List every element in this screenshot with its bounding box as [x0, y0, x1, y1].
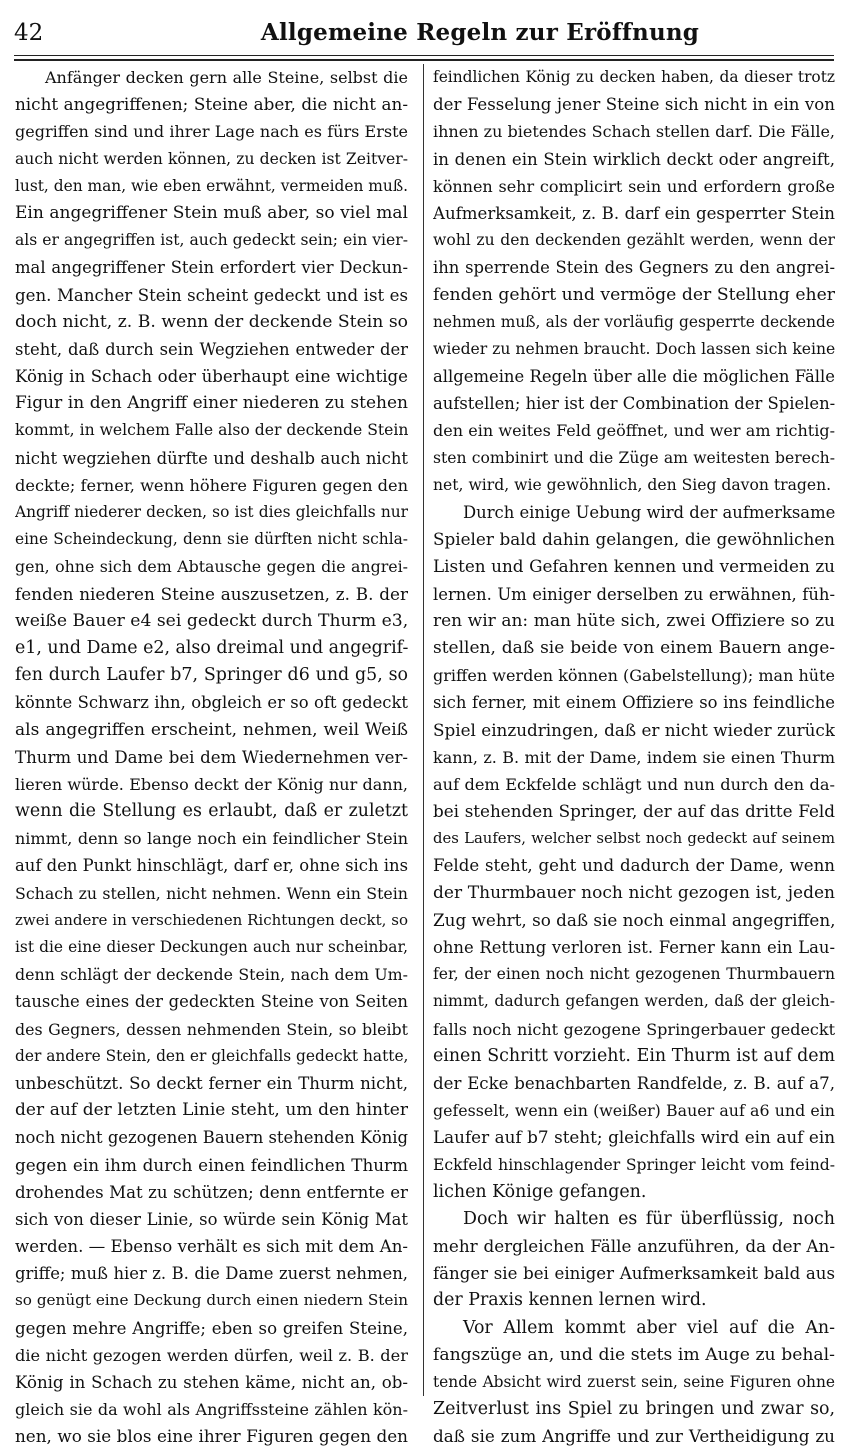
text-line: den ein weites Feld geöffnet, und wer am richtig- [433, 421, 835, 441]
text-line: gefesselt, wenn ein (weißer) Bauer auf a6 und ein [433, 1101, 835, 1121]
text-line: kommt, in welchem Falle also der deckende Stein [15, 421, 408, 440]
text-line: zwei andere in verschiedenen Richtungen deckt, so [15, 910, 408, 929]
text-line: Felde steht, geht und dadurch der Dame, wenn [433, 856, 835, 876]
text-line: Angriff niederer decken, so ist dies gleichfalls nur [15, 503, 408, 521]
column-divider [423, 64, 424, 1396]
text-line: die nicht gezogen werden dürfen, weil z. B. der [15, 1345, 408, 1365]
text-line: e1, und Dame e2, also dreimal und angegrif- [15, 637, 408, 658]
header-rule-thick [14, 59, 834, 61]
text-line: der Praxis kennen lernen wird. [433, 1290, 707, 1311]
text-line: steht, daß durch sein Wegziehen entweder der [15, 339, 408, 359]
text-line: ihn sperrende Stein des Gegners zu den angrei- [433, 258, 835, 278]
text-line: fer, der einen noch nicht gezogenen Thurmbauern [433, 965, 835, 984]
text-line: falls noch nicht gezogene Springerbauer gedeckt [433, 1019, 835, 1039]
text-line: fänger sie bei einiger Aufmerksamkeit bald aus [433, 1264, 835, 1284]
text-line: ohne Rettung verloren ist. Ferner kann ein Lau- [433, 938, 835, 957]
text-line: wohl zu den deckenden gezählt werden, wenn der [433, 231, 835, 250]
text-line: griffen werden können (Gabelstellung); man hüte [433, 666, 835, 686]
text-line: lichen Könige gefangen. [433, 1181, 647, 1202]
text-line: Spieler bald dahin gelangen, die gewöhnlichen [433, 529, 835, 550]
text-line: nehmen muß, als der vorläufig gesperrte deckende [433, 312, 835, 331]
text-line: der Thurmbauer noch nicht gezogen ist, jeden [433, 882, 835, 903]
text-line: ist die eine dieser Deckungen auch nur scheinbar, [15, 938, 408, 956]
text-line: eine Scheindeckung, denn sie dürften nicht schla- [15, 530, 408, 549]
text-line: Durch einige Uebung wird der aufmerksame [463, 503, 835, 522]
text-line: weiße Bauer e4 sei gedeckt durch Thurm e3, [15, 610, 408, 631]
text-line: Vor Allem kommt aber viel auf die An- [463, 1317, 835, 1338]
text-line: auf den Punkt hinschlägt, darf er, ohne sich ins [15, 856, 408, 876]
text-line: wenn die Stellung es erlaubt, daß er zuletzt [15, 801, 408, 822]
text-line: der auf der letzten Linie steht, um den hinter [15, 1100, 408, 1121]
text-line: Listen und Gefahren kennen und vermeiden zu [433, 556, 835, 577]
text-line: net, wird, wie gewöhnlich, den Sieg davon tragen. [433, 475, 832, 494]
text-line: drohendes Mat zu schützen; denn entfernte er [15, 1182, 408, 1202]
text-line: auch nicht werden können, zu decken ist Zeitver- [15, 149, 408, 168]
text-line: ren wir an: man hüte sich, zwei Offiziere so zu [433, 610, 835, 631]
text-line: der andere Stein, den er gleichfalls gedeckt hatte, [15, 1046, 408, 1065]
text-line: kann, z. B. mit der Dame, indem sie einen Thurm [433, 747, 835, 767]
text-line: stellen, daß sie beide von einem Bauern ange- [433, 637, 835, 658]
text-line: nimmt, denn so lange noch ein feindlicher Stein [15, 829, 408, 849]
text-line: als angegriffen erscheint, nehmen, weil Weiß [15, 719, 408, 740]
text-line: nicht angegriffenen; Steine aber, die nicht an- [15, 94, 408, 115]
text-line: fenden gehört und vermöge der Stellung eher [433, 284, 835, 305]
text-line: sten combinirt und die Züge am weitesten berech- [433, 448, 835, 467]
text-line: Anfänger decken gern alle Steine, selbst die [45, 68, 408, 87]
page-number: 42 [14, 20, 44, 46]
text-line: Eckfeld hinschlagender Springer leicht vom feind- [433, 1155, 835, 1174]
text-line: Doch wir halten es für überflüssig, noch [463, 1208, 835, 1229]
text-line: tausche eines der gedeckten Steine von Seiten [15, 992, 408, 1012]
text-line: allgemeine Regeln über alle die möglichen Fälle [433, 367, 835, 387]
text-line: nimmt, dadurch gefangen werden, daß der gleich- [433, 992, 835, 1011]
text-line: feindlichen König zu decken haben, da dieser trotz [433, 68, 835, 86]
text-line: so genügt eine Deckung durch einen niedern Stein [15, 1291, 408, 1310]
text-line: tende Absicht wird zuerst sein, seine Figuren ohne [433, 1373, 835, 1391]
text-line: bei stehenden Springer, der auf das dritte Feld [433, 801, 835, 822]
text-line: aufstellen; hier ist der Combination der Spielen- [433, 394, 835, 414]
text-line: gen. Mancher Stein scheint gedeckt und ist es [15, 285, 408, 305]
text-line: gegen mehre Angriffe; eben so greifen Steine, [15, 1318, 408, 1338]
text-line: werden. — Ebenso verhält es sich mit dem An- [15, 1237, 408, 1257]
text-line: nicht wegziehen dürfte und deshalb auch nicht [15, 448, 408, 468]
text-line: Spiel einzudringen, daß er nicht wieder zurück [433, 719, 835, 740]
text-line: nen, wo sie blos eine ihrer Figuren gegen den [15, 1426, 408, 1447]
text-line: ihnen zu bietendes Schach stellen darf. Die Fälle, [433, 122, 835, 142]
text-line: daß sie zum Angriffe und zur Vertheidigung zu [433, 1426, 835, 1447]
text-line: gen, ohne sich dem Abtausche gegen die angrei- [15, 557, 408, 577]
text-line: Figur in den Angriff einer niederen zu stehen [15, 393, 408, 414]
text-line: der Fesselung jener Steine sich nicht in ein von [433, 95, 835, 115]
text-line: Zug wehrt, so daß sie noch einmal angegriffen, [433, 909, 835, 930]
text-line: fenden niederen Steine auszusetzen, z. B. der [15, 583, 408, 604]
right-column [433, 64, 835, 1451]
running-title: Allgemeine Regeln zur Eröffnung [260, 19, 700, 46]
text-line: gegen ein ihm durch einen feindlichen Thurm [15, 1154, 408, 1175]
text-line: der Ecke benachbarten Randfelde, z. B. auf a7, [433, 1073, 835, 1093]
header-rule-thin [14, 55, 834, 56]
text-line: mal angegriffener Stein erfordert vier Deckun- [15, 258, 408, 278]
text-line: Schach zu stellen, nicht nehmen. Wenn ein Stein [15, 883, 408, 903]
left-column [15, 64, 408, 1451]
text-line: deckte; ferner, wenn höhere Figuren gegen den [15, 475, 408, 495]
text-line: noch nicht gezogenen Bauern stehenden König [15, 1128, 408, 1148]
text-line: unbeschützt. So deckt ferner ein Thurm nicht, [15, 1073, 408, 1093]
text-line: Ein angegriffener Stein muß aber, so viel mal [15, 202, 408, 223]
text-line: König in Schach oder überhaupt eine wichtige [15, 367, 408, 387]
text-line: sich von dieser Linie, so würde sein König Mat [15, 1209, 408, 1229]
text-line: fen durch Laufer b7, Springer d6 und g5, so [15, 665, 408, 686]
text-line: in denen ein Stein wirklich deckt oder angreift, [433, 149, 835, 169]
text-line: denn schlägt der deckende Stein, nach dem Um- [15, 965, 408, 985]
text-line: Aufmerksamkeit, z. B. darf ein gesperrter Stein [433, 203, 835, 223]
text-line: auf dem Eckfelde schlägt und nun durch den da- [433, 774, 835, 794]
text-line: können sehr complicirt sein und erfordern große [433, 176, 835, 196]
text-line: wieder zu nehmen braucht. Doch lassen sich keine [433, 339, 835, 358]
text-line: sich ferner, mit einem Offiziere so ins feindliche [433, 693, 835, 713]
text-line: doch nicht, z. B. wenn der deckende Stein so [15, 311, 408, 332]
text-line: fangszüge an, und die stets im Auge zu behal- [433, 1344, 835, 1365]
text-line: einen Schritt vorzieht. Ein Thurm ist auf dem [433, 1045, 835, 1066]
text-line: König in Schach zu stehen käme, nicht an, ob- [15, 1373, 408, 1392]
text-line: könnte Schwarz ihn, obgleich er so oft gedeckt [15, 693, 408, 713]
text-line: gegriffen sind und ihrer Lage nach es fürs Erste [15, 122, 408, 142]
text-line: lust, den man, wie eben erwähnt, vermeiden muß. [15, 176, 408, 195]
text-line: Laufer auf b7 steht; gleichfalls wird ein auf ein [433, 1127, 835, 1148]
text-line: gleich sie da wohl als Angriffssteine zählen kön- [15, 1400, 408, 1420]
text-line: Zeitverlust ins Spiel zu bringen und zwar so, [433, 1399, 835, 1420]
text-line: lernen. Um einiger derselben zu erwähnen, füh- [433, 584, 835, 604]
text-line: griffe; muß hier z. B. die Dame zuerst nehmen, [15, 1264, 408, 1284]
text-line: als er angegriffen ist, auch gedeckt sein; ein vier- [15, 231, 408, 250]
text-line: lieren würde. Ebenso deckt der König nur dann, [15, 774, 408, 794]
text-line: mehr dergleichen Fälle anzuführen, da der An- [433, 1236, 835, 1257]
text-line: des Gegners, dessen nehmenden Stein, so bleibt [15, 1019, 408, 1039]
text-line: des Laufers, welcher selbst noch gedeckt auf seinem [433, 830, 835, 848]
text-line: Thurm und Dame bei dem Wiedernehmen ver- [15, 747, 408, 767]
